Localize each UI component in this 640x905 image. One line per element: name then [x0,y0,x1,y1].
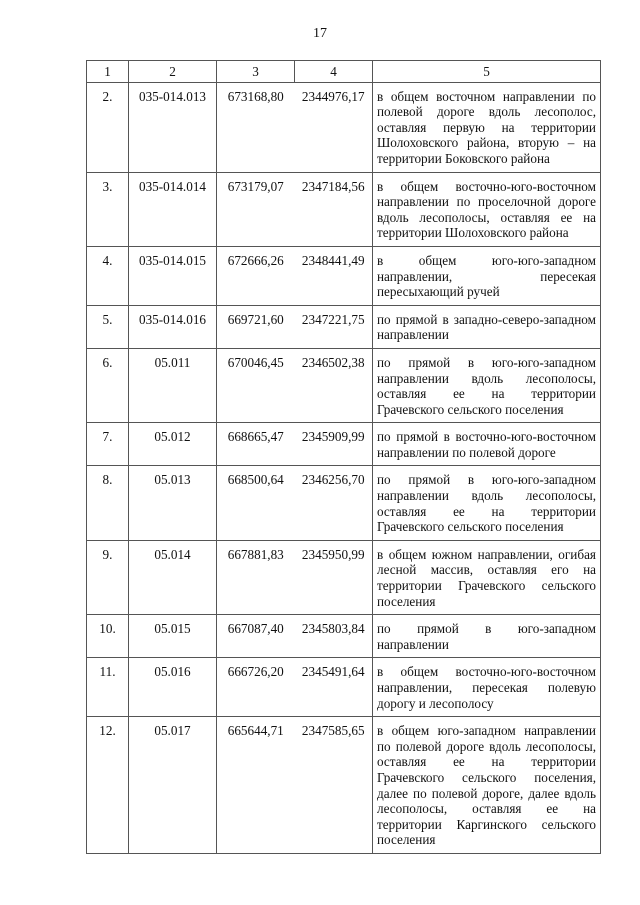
boundary-points-table [86,60,601,854]
coordinate-y: 2345909,99 [295,423,373,466]
coordinate-x: 669721,60 [217,305,295,348]
boundary-description: по прямой в юго-западном направлении [373,615,601,658]
coordinate-y: 2344976,17 [295,82,373,172]
coordinate-x: 673168,80 [217,82,295,172]
page-number: 17 [313,26,327,41]
row-number: 6. [87,348,129,422]
coordinate-y: 2347221,75 [295,305,373,348]
row-number: 2. [87,82,129,172]
point-code: 05.014 [129,540,217,614]
boundary-description: в общем восточно-юго-восточном направлении, пересекая полевую дорогу и лесополосу [373,658,601,717]
coordinate-x: 667087,40 [217,615,295,658]
boundary-description: по прямой в западно-северо-западном направлении [373,305,601,348]
point-code: 035-014.016 [129,305,217,348]
table-row [87,246,601,305]
table-row [87,423,601,466]
point-code: 05.016 [129,658,217,717]
table-row [87,172,601,246]
boundary-description: по прямой в юго-юго-западном направлении вдоль лесополосы, оставляя ее на территории Грачевского сельского поселения [373,348,601,422]
table-row [87,82,601,172]
point-code: 05.015 [129,615,217,658]
row-number: 10. [87,615,129,658]
row-number: 8. [87,466,129,540]
table-row [87,348,601,422]
coordinate-x: 673179,07 [217,172,295,246]
coordinate-x: 672666,26 [217,246,295,305]
point-code: 05.013 [129,466,217,540]
point-code: 035-014.015 [129,246,217,305]
coordinate-x: 667881,83 [217,540,295,614]
point-code: 05.017 [129,717,217,854]
point-code: 05.012 [129,423,217,466]
table-row [87,540,601,614]
coordinate-x: 668665,47 [217,423,295,466]
coordinate-y: 2346502,38 [295,348,373,422]
table-row [87,466,601,540]
table-row [87,717,601,854]
boundary-description: в общем юго-западном направлении по полевой дороге вдоль лесополосы, оставляя ее на территории Грачевского сельского поселения, далее по полевой дороге, далее вдоль лесополосы, оставляя ее на территории Каргинского сельского поселения [373,717,601,854]
header-col-2: 2 [129,61,217,83]
table-row [87,658,601,717]
coordinate-y: 2345950,99 [295,540,373,614]
table-row [87,305,601,348]
boundary-description: по прямой в юго-юго-западном направлении вдоль лесополосы, оставляя ее на территории Грачевского сельского поселения [373,466,601,540]
table-row [87,615,601,658]
row-number: 4. [87,246,129,305]
boundary-description: в общем восточно-юго-восточном направлении по проселочной дороге вдоль лесополосы, оставляя ее на территории Шолоховского района [373,172,601,246]
header-col-1: 1 [87,61,129,83]
coordinate-x: 670046,45 [217,348,295,422]
table-header-row [87,61,601,83]
row-number: 11. [87,658,129,717]
coordinate-y: 2346256,70 [295,466,373,540]
coordinate-x: 668500,64 [217,466,295,540]
boundary-description: в общем восточном направлении по полевой дороге вдоль лесополос, оставляя первую на территории Шолоховского района, вторую – на территории Боковского района [373,82,601,172]
point-code: 035-014.013 [129,82,217,172]
coordinate-x: 665644,71 [217,717,295,854]
row-number: 7. [87,423,129,466]
point-code: 035-014.014 [129,172,217,246]
row-number: 12. [87,717,129,854]
row-number: 9. [87,540,129,614]
coordinate-y: 2347184,56 [295,172,373,246]
row-number: 5. [87,305,129,348]
header-col-5: 5 [373,61,601,83]
coordinate-y: 2347585,65 [295,717,373,854]
header-col-4: 4 [295,61,373,83]
header-col-3: 3 [217,61,295,83]
boundary-description: в общем юго-юго-западном направлении, пересекая пересыхающий ручей [373,246,601,305]
row-number: 3. [87,172,129,246]
coordinate-y: 2345803,84 [295,615,373,658]
boundary-description: в общем южном направлении, огибая лесной массив, оставляя его на территории Грачевского сельского поселения [373,540,601,614]
coordinate-x: 666726,20 [217,658,295,717]
coordinate-y: 2348441,49 [295,246,373,305]
point-code: 05.011 [129,348,217,422]
coordinate-y: 2345491,64 [295,658,373,717]
boundary-description: по прямой в восточно-юго-восточном направлении по полевой дороге [373,423,601,466]
